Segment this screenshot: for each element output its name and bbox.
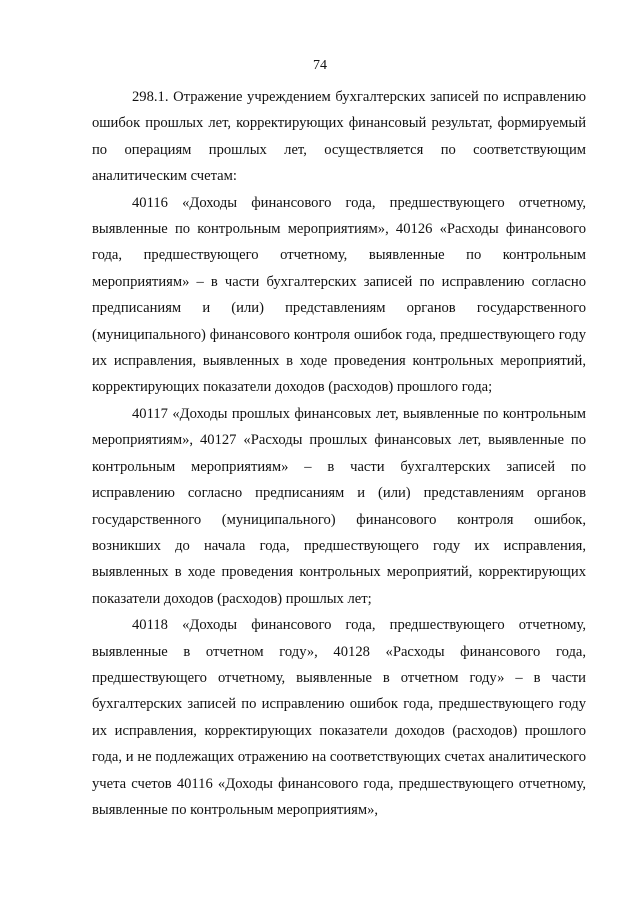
paragraph-298-1: 298.1. Отражение учреждением бухгалтерских записей по исправлению ошибок прошлых лет, корректирующих финансовый результат, формируемый по операциям прошлых лет, осуществляется по соответствующим аналитическим счетам:	[92, 89, 586, 185]
paragraph-accounts-40118-40128: 40118 «Доходы финансового года, предшествующего отчетному, выявленные в отчетном году», 40128 «Расходы финансового года, предшествующего отчетному, выявленные в отчетном году» – в части бухгалтерских записей по исправлению ошибок года, предшествующего году их исправления, корректирующих показатели доходов (расходов) прошлого года, и не подлежащих отражению на соответствующих счетах аналитического учета счетов 40116 «Доходы финансового года, предшествующего отчетному, выявленные по контрольным мероприятиям»,	[92, 617, 586, 818]
page-number: 74	[313, 58, 327, 73]
paragraph-accounts-40116-40126: 40116 «Доходы финансового года, предшествующего отчетному, выявленные по контрольным мероприятиям», 40126 «Расходы финансового года, предшествующего отчетному, выявленные по контрольным мероприятиям» – в части бухгалтерских записей по исправлению согласно предписаниям и (или) представлениям органов государственного (муниципального) финансового контроля ошибок года, предшествующего году их исправления, выявленных в ходе проведения контрольных мероприятий, корректирующих показатели доходов (расходов) прошлого года;	[92, 194, 586, 396]
paragraph-accounts-40117-40127: 40117 «Доходы прошлых финансовых лет, выявленные по контрольным мероприятиям», 40127 «Расходы прошлых финансовых лет, выявленные по контрольным мероприятиям» – в части бухгалтерских записей по исправлению согласно предписаниям и (или) представлениям органов государственного (муниципального) финансового контроля ошибок, возникших до начала года, предшествующего году их исправления, выявленных в ходе проведения контрольных мероприятий, корректирующих показатели доходов (расходов) прошлых лет;	[92, 405, 586, 607]
document-body	[92, 84, 586, 823]
